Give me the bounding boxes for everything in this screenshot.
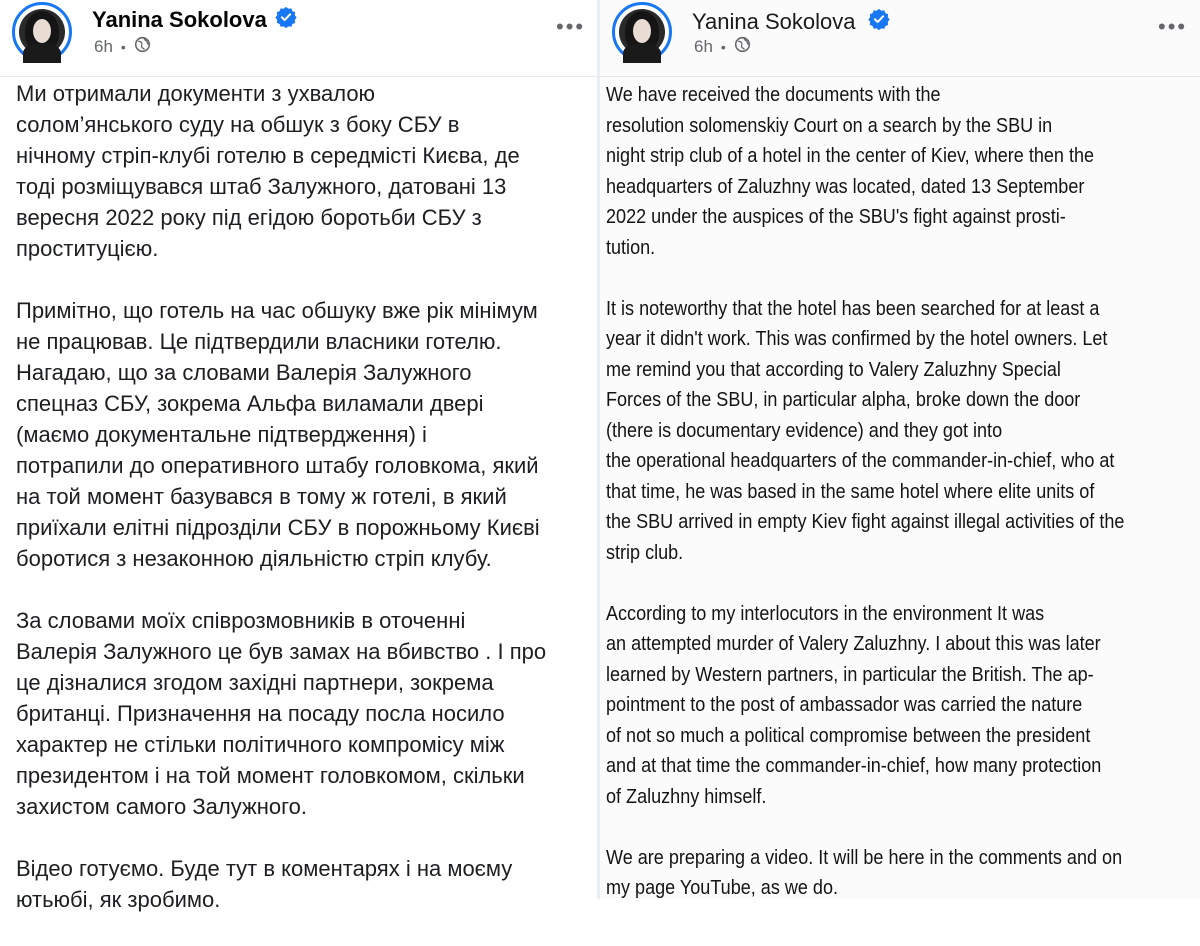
globe-icon (134, 36, 151, 58)
author-name[interactable]: Yanina Sokolova (92, 6, 267, 32)
author-row (692, 8, 890, 35)
verified-badge-icon (275, 6, 297, 33)
post-paragraph: За словами моїх співрозмовників в оточенні Валерія Залужного це був замах на вбивство . І про це дізналися згодом західні партнери, зокрема британці. Призначення на посаду посла носило характер не стільки політичного компромісу між президентом і на той момент головкомом, скільки захистом самого Залужного. (16, 608, 547, 819)
avatar[interactable] (12, 2, 72, 62)
post-meta (94, 36, 151, 58)
avatar-photo (19, 9, 65, 55)
post-body (16, 78, 586, 946)
post-paragraph: We have received the documents with the resolution solomenskiy Court on a search by the SBU in night strip club of a hotel in the center of Kiev, where then the headquarters of Zaluzhny was located, dated 13 September 2022 under the auspices of the SBU's fight against prosti- tution. (606, 83, 1095, 259)
post-paragraph: Відео готуємо. Буде тут в коментарях і на моєму ютьюбі, як зробимо. (16, 856, 513, 912)
avatar-photo (619, 9, 665, 55)
post-header (600, 0, 1200, 77)
post-paragraph: Ми отримали документи з ухвалою солом’янського суду на обшук з боку СБУ в нічному стріп-клубі готелю в середмісті Києва, де тоді розміщувався штаб Залужного, датовані 13 вересня 2022 року під егідою боротьби СБУ з проституцією. (16, 81, 520, 261)
globe-icon (734, 36, 751, 58)
verified-badge-icon (868, 8, 890, 35)
meta-separator: • (720, 39, 726, 55)
post-paragraph: We are preparing a video. It will be here in the comments and on my page YouTube, as we do. (606, 845, 1123, 899)
post-time[interactable]: 6h (694, 37, 713, 56)
avatar[interactable] (612, 2, 672, 62)
author-row (92, 6, 297, 33)
author-name[interactable]: Yanina Sokolova (692, 8, 856, 34)
more-options-icon[interactable]: ••• (556, 14, 586, 39)
post-header (0, 0, 597, 77)
meta-separator: • (120, 39, 126, 55)
more-options-icon[interactable]: ••• (1158, 14, 1188, 39)
post-paragraph: It is noteworthy that the hotel has been searched for at least a year it didn't work. This was confirmed by the hotel owners. Let me remind you that according to Valery Zaluzhny Special Forces of the SBU, in particular alpha, broke down the door (there is documentary evidence) and they got into the operational headquarters of the commander-in-chief, who at that time, he was based in the same hotel where elite units of the SBU arrived in empty Kiev fight against illegal activities of the strip club. (606, 296, 1125, 564)
post-time[interactable]: 6h (94, 37, 113, 56)
post-paragraph: Примітно, що готель на час обшуку вже рік мінімум не працював. Це підтвердили власники готелю. Нагадаю, що за словами Валерія Залужного спецназ СБУ, зокрема Альфа виламали двері (маємо документальне підтвердження) і потрапили до оперативного штабу головкома, який на той момент базувався в тому ж готелі, в який приїхали елітні підрозділи СБУ в порожньому Києві боротися з незаконною діяльністю стріп клубу. (16, 298, 540, 571)
post-meta (694, 36, 751, 58)
post-panel-original (0, 0, 597, 912)
post-body-translation (606, 80, 1181, 934)
post-paragraph: According to my interlocutors in the environment It was an attempted murder of Valery Zaluzhny. I about this was later learned by Western partners, in particular the British. The ap- pointment to the post of ambassador was carried the nature of not so much a political compromise between the president and at that time the commander-in-chief, how many protection of Zaluzhny himself. (606, 601, 1102, 808)
